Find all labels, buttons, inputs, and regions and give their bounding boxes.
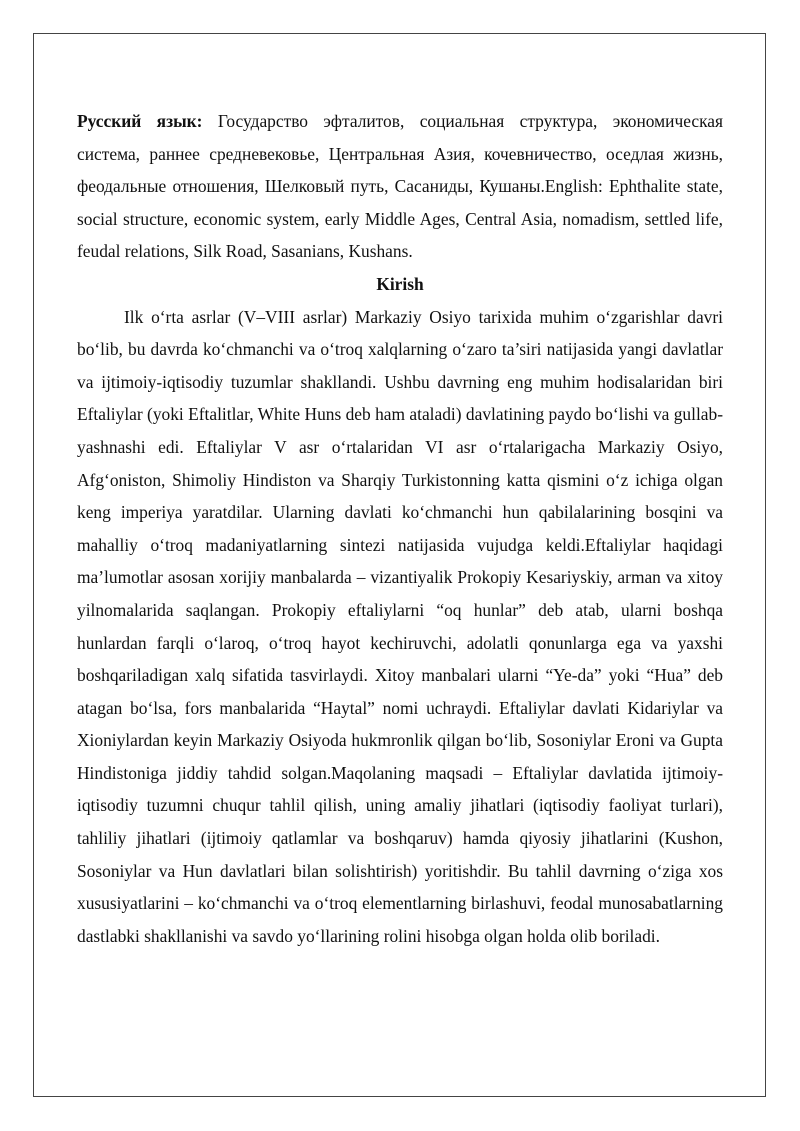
- keywords-label: Русский язык:: [77, 111, 203, 131]
- document-body: [77, 105, 723, 952]
- section-heading: Kirish: [376, 273, 424, 294]
- keywords-paragraph: [77, 105, 723, 268]
- intro-paragraph: Ilk o‘rta asrlar (V–VIII asrlar) Markaziy Osiyo tarixida muhim o‘zgarishlar davri bo‘lib, bu davrda ko‘chmanchi va o‘troq xalqlarning o‘zaro ta’siri natijasida yangi davlatlar va ijtimoiy-iqtisodiy tuzumlar shakllandi. Ushbu davrning eng muhim hodisalaridan biri Eftaliylar (yoki Eftalitlar, White Huns deb ham ataladi) davlatining paydo bo‘lishi va gullab-yashnashi edi. Eftaliylar V asr o‘rtalaridan VI asr o‘rtalarigacha Markaziy Osiyo, Afg‘oniston, Shimoliy Hindiston va Sharqiy Turkistonning katta qismini o‘z ichiga olgan keng imperiya yaratdilar. Ularning davlati ko‘chmanchi hun qabilalarining bosqini va mahalliy o‘troq madaniyatlarning sintezi natijasida vujudga keldi.Eftaliylar haqidagi ma’lumotlar asosan xorijiy manbalarda – vizantiyalik Prokopiy Kesariyskiy, arman va xitoy yilnomalarida saqlangan. Prokopiy eftaliylarni “oq hunlar” deb atab, ularni boshqa hunlardan farqli o‘laroq, o‘troq hayot kechiruvchi, adolatli qonunlarga ega va yaxshi boshqariladigan xalq sifatida tasvirlaydi. Xitoy manbalari ularni “Ye-da” yoki “Hua” deb atagan bo‘lsa, fors manbalarida “Haytal” nomi uchraydi. Eftaliylar davlati Kidariylar va Xioniylardan keyin Markaziy Osiyoda hukmronlik qilgan bo‘lib, Sosoniylar Eroni va Gupta Hindistoniga jiddiy tahdid solgan.Maqolaning maqsadi – Eftaliylar davlatida ijtimoiy-iqtisodiy tuzumni chuqur tahlil qilish, uning amaliy jihatlari (iqtisodiy faoliyat turlari), tahliliy jihatlari (ijtimoiy qatlamlar va boshqaruv) hamda qiyosiy jihatlarini (Kushon, Sosoniylar va Hun davlatlari bilan solishtirish) yoritishdir. Bu tahlil davrning o‘ziga xos xususiyatlarini – ko‘chmanchi va o‘troq elementlarning birlashuvi, feodal munosabatlarning dastlabki shakllanishi va savdo yo‘llarining rolini hisobga olgan holda olib boriladi.: [77, 306, 723, 946]
- keywords-text: Государство эфталитов, социальная структура, экономическая система, раннее средневековье, Центральная Азия, кочевничество, оседлая жизнь, феодальные отношения, Шелковый путь, Сасаниды, Кушаны.English: Ephthalite state, social structure, economic system, early Middle Ages, Central Asia, nomadism, settled life, feudal relations, Silk Road, Sasanians, Kushans.: [77, 111, 723, 262]
